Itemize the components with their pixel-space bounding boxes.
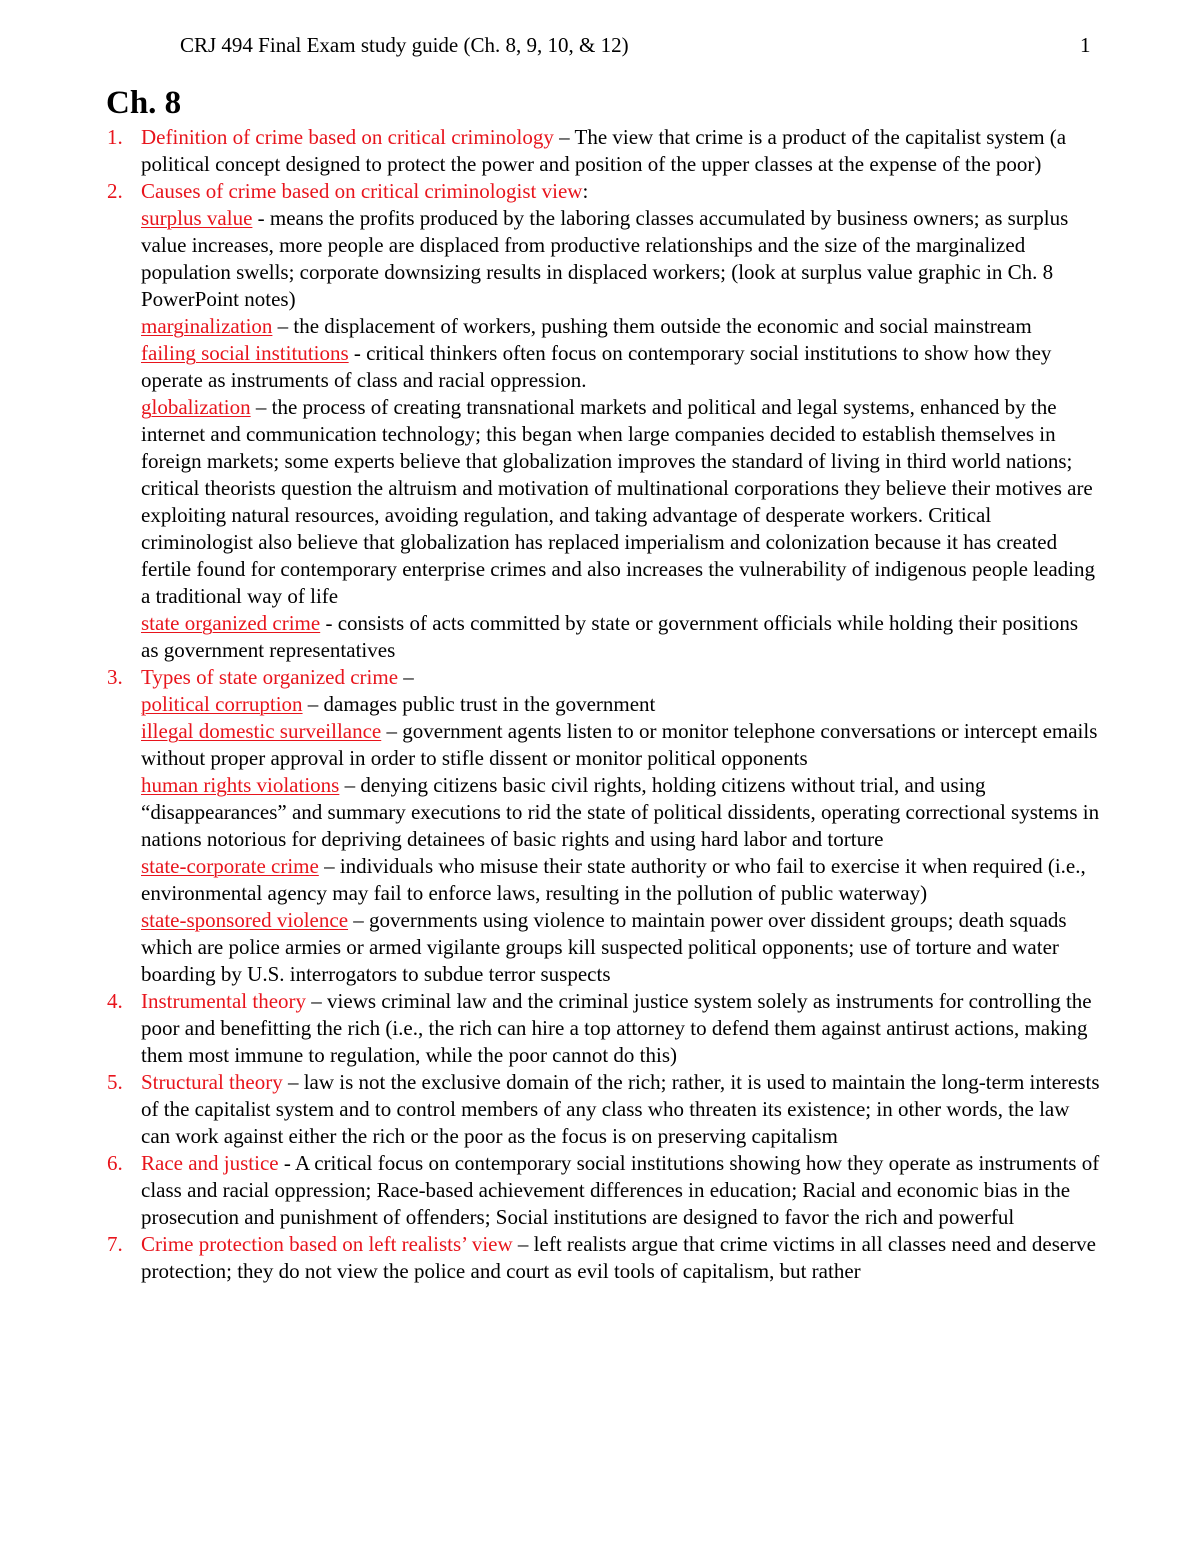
sub-term: state-corporate crime [141,854,319,878]
sub-item [141,691,1100,718]
sub-term: state organized crime [141,611,321,635]
list-item [0,1069,1200,1150]
item-term: Definition of crime based on critical criminology [141,125,554,149]
sub-text: - critical thinkers often focus on contemporary social institutions to show how they operate as instruments of class and racial oppression. [141,341,1052,392]
sub-item [141,907,1100,988]
chapter-heading: Ch. 8 [106,85,182,121]
item-number: 3. [107,665,123,689]
list-item [0,664,1200,988]
sub-text: – governments using violence to maintain power over dissident groups; death squads which are police armies or armed vigilante groups kill suspected political opponents; use of torture and water boarding by U.S. interrogators to subdue terror suspects [141,908,1067,986]
sub-text: – individuals who misuse their state authority or who fail to exercise it when required (i.e., environmental agency may fail to enforce laws, resulting in the pollution of public waterway) [141,854,1086,905]
sub-term: surplus value [141,206,253,230]
item-text: – [398,665,414,689]
sub-text: – denying citizens basic civil rights, holding citizens without trial, and using “disappearances” and summary executions to rid the state of political dissidents, operating correctional systems in nations notorious for depriving detainees of basic rights and using hard labor and torture [141,773,1100,851]
item-number: 1. [107,125,123,149]
sub-term: marginalization [141,314,273,338]
sub-item [141,853,1100,907]
item-text: – left realists argue that crime victims in all classes need and deserve protection; they do not view the police and court as evil tools of capitalism, but rather [141,1232,1096,1283]
list-item [0,1231,1200,1285]
sub-text: - consists of acts committed by state or government officials while holding their positions as government representatives [141,611,1079,662]
sub-item [141,610,1100,664]
sub-text: – damages public trust in the government [302,692,656,716]
sub-item [141,772,1100,853]
sub-term: state-sponsored violence [141,908,349,932]
item-text: – The view that crime is a product of the capitalist system (a political concept designed to protect the power and position of the upper classes at the expense of the poor) [141,125,1067,176]
sub-item [141,718,1100,772]
page-number: 1 [1080,33,1091,57]
study-guide-list [0,124,1200,1285]
document-title: CRJ 494 Final Exam study guide (Ch. 8, 9, 10, & 12) [180,33,629,57]
sub-term: globalization [141,395,251,419]
list-item [0,124,1200,178]
item-term: Crime protection based on left realists’ view [141,1232,513,1256]
item-number: 6. [107,1151,123,1175]
sub-text: – government agents listen to or monitor telephone conversations or intercept emails without proper approval in order to stifle dissent or monitor political opponents [141,719,1098,770]
sub-term: political corruption [141,692,303,716]
list-item [0,1150,1200,1231]
item-number: 2. [107,179,123,203]
item-text: : [582,179,589,203]
item-number: 5. [107,1070,123,1094]
list-item [0,178,1200,664]
item-number: 7. [107,1232,123,1256]
item-term: Causes of crime based on critical criminologist view [141,179,583,203]
item-term: Instrumental theory [141,989,307,1013]
item-text: – law is not the exclusive domain of the rich; rather, it is used to maintain the long-term interests of the capitalist system and to control members of any class who threaten its existence; in other words, the law can work against either the rich or the poor as the focus is on preserving capitalism [141,1070,1100,1148]
item-term: Race and justice [141,1151,279,1175]
sub-text: - means the profits produced by the laboring classes accumulated by business owners; as surplus value increases, more people are displaced from productive relationships and the size of the marginalized population swells; corporate downsizing results in displaced workers; (look at surplus value graphic in Ch. 8 PowerPoint notes) [141,206,1069,311]
sub-term: failing social institutions [141,341,349,365]
item-term: Types of state organized crime [141,665,399,689]
sub-item [141,205,1100,313]
item-number: 4. [107,989,123,1013]
item-text: - A critical focus on contemporary social institutions showing how they operate as instruments of class and racial oppression; Race-based achievement differences in education; Racial and economic bias in the prosecution and punishment of offenders; Social institutions are designed to favor the rich and powerful [141,1151,1100,1229]
sub-text: – the process of creating transnational markets and political and legal systems, enhanced by the internet and communication technology; this began when large companies decided to establish themselves in foreign markets; some experts believe that globalization improves the standard of living in third world nations; critical theorists question the altruism and motivation of multinational corporations they believe their motives are exploiting natural resources, avoiding regulation, and taking advantage of desperate workers. Critical criminologist also believe that globalization has replaced imperialism and colonization because it has created fertile found for contemporary enterprise crimes and also increases the vulnerability of indigenous people leading a traditional way of life [141,395,1096,608]
sub-term: illegal domestic surveillance [141,719,382,743]
sub-text: – the displacement of workers, pushing them outside the economic and social mainstream [272,314,1032,338]
item-term: Structural theory [141,1070,283,1094]
page-header [0,30,1200,64]
sub-item [141,340,1100,394]
item-text: – views criminal law and the criminal justice system solely as instruments for controlling the poor and benefitting the rich (i.e., the rich can hire a top attorney to defend them against antirust actions, making them most immune to regulation, while the poor cannot do this) [141,989,1092,1067]
sub-item [141,313,1100,340]
sub-item [141,394,1100,610]
list-item [0,988,1200,1069]
sub-term: human rights violations [141,773,340,797]
